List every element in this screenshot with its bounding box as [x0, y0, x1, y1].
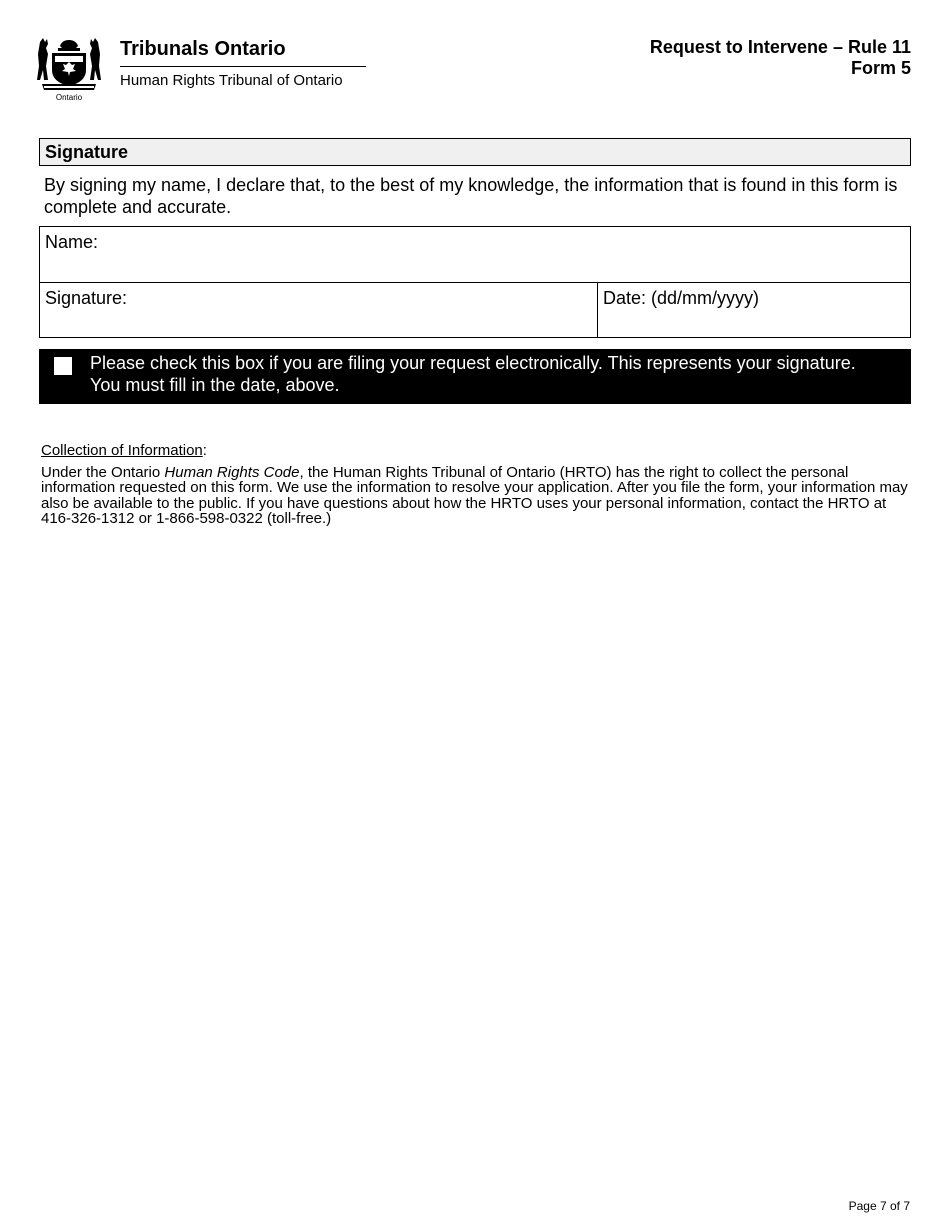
coat-of-arms-icon [36, 36, 102, 92]
collection-body-post: , the Human Rights Tribunal of Ontario (HRTO) has the right to collect the personal information requested on this form. We use the information to resolve your application. After you file the form, your information may also be available to the public. If you have questions about how the HRTO uses your personal information, contact the HRTO at 416-326-1312 or 1-866-598-0322 (toll-free.) [41, 463, 908, 527]
electronic-filing-checkbox[interactable] [54, 357, 72, 375]
date-label: Date: (dd/mm/yyyy) [603, 288, 760, 308]
signature-field[interactable] [40, 283, 598, 337]
form-title [650, 37, 911, 79]
name-field[interactable] [40, 227, 910, 283]
electronic-filing-line1: Please check this box if you are filing your request electronically. This represents your signature. [90, 353, 856, 373]
name-label: Name: [45, 232, 99, 252]
electronic-filing-bar [39, 349, 911, 404]
signature-section-heading: Signature [39, 138, 911, 166]
organization-block [120, 37, 366, 90]
form-title-line1: Request to Intervene – Rule 11 [649, 37, 911, 57]
declaration-text: By signing my name, I declare that, to the best of my knowledge, the information that is found in this form is complete and accurate. [44, 175, 898, 217]
collection-body-code: Human Rights Code [164, 463, 300, 481]
signature-table [39, 226, 911, 338]
collection-body-pre: Under the Ontario [41, 463, 165, 481]
collection-heading-line [41, 443, 909, 459]
collection-of-information [41, 443, 909, 527]
collection-heading-colon: : [202, 442, 207, 459]
org-subtitle: Human Rights Tribunal of Ontario [120, 72, 343, 89]
org-title: Tribunals Ontario [120, 37, 366, 67]
ontario-coat-of-arms-logo [36, 36, 102, 106]
collection-body [41, 465, 909, 527]
electronic-filing-line2: You must fill in the date, above. [90, 375, 340, 395]
form-title-line2: Form 5 [850, 58, 911, 78]
electronic-filing-text [90, 352, 900, 396]
date-field[interactable] [598, 283, 910, 337]
collection-heading: Collection of Information [41, 442, 203, 459]
logo-caption: Ontario [55, 93, 83, 102]
signature-label: Signature: [45, 288, 128, 308]
page-number: Page 7 of 7 [848, 1199, 910, 1213]
